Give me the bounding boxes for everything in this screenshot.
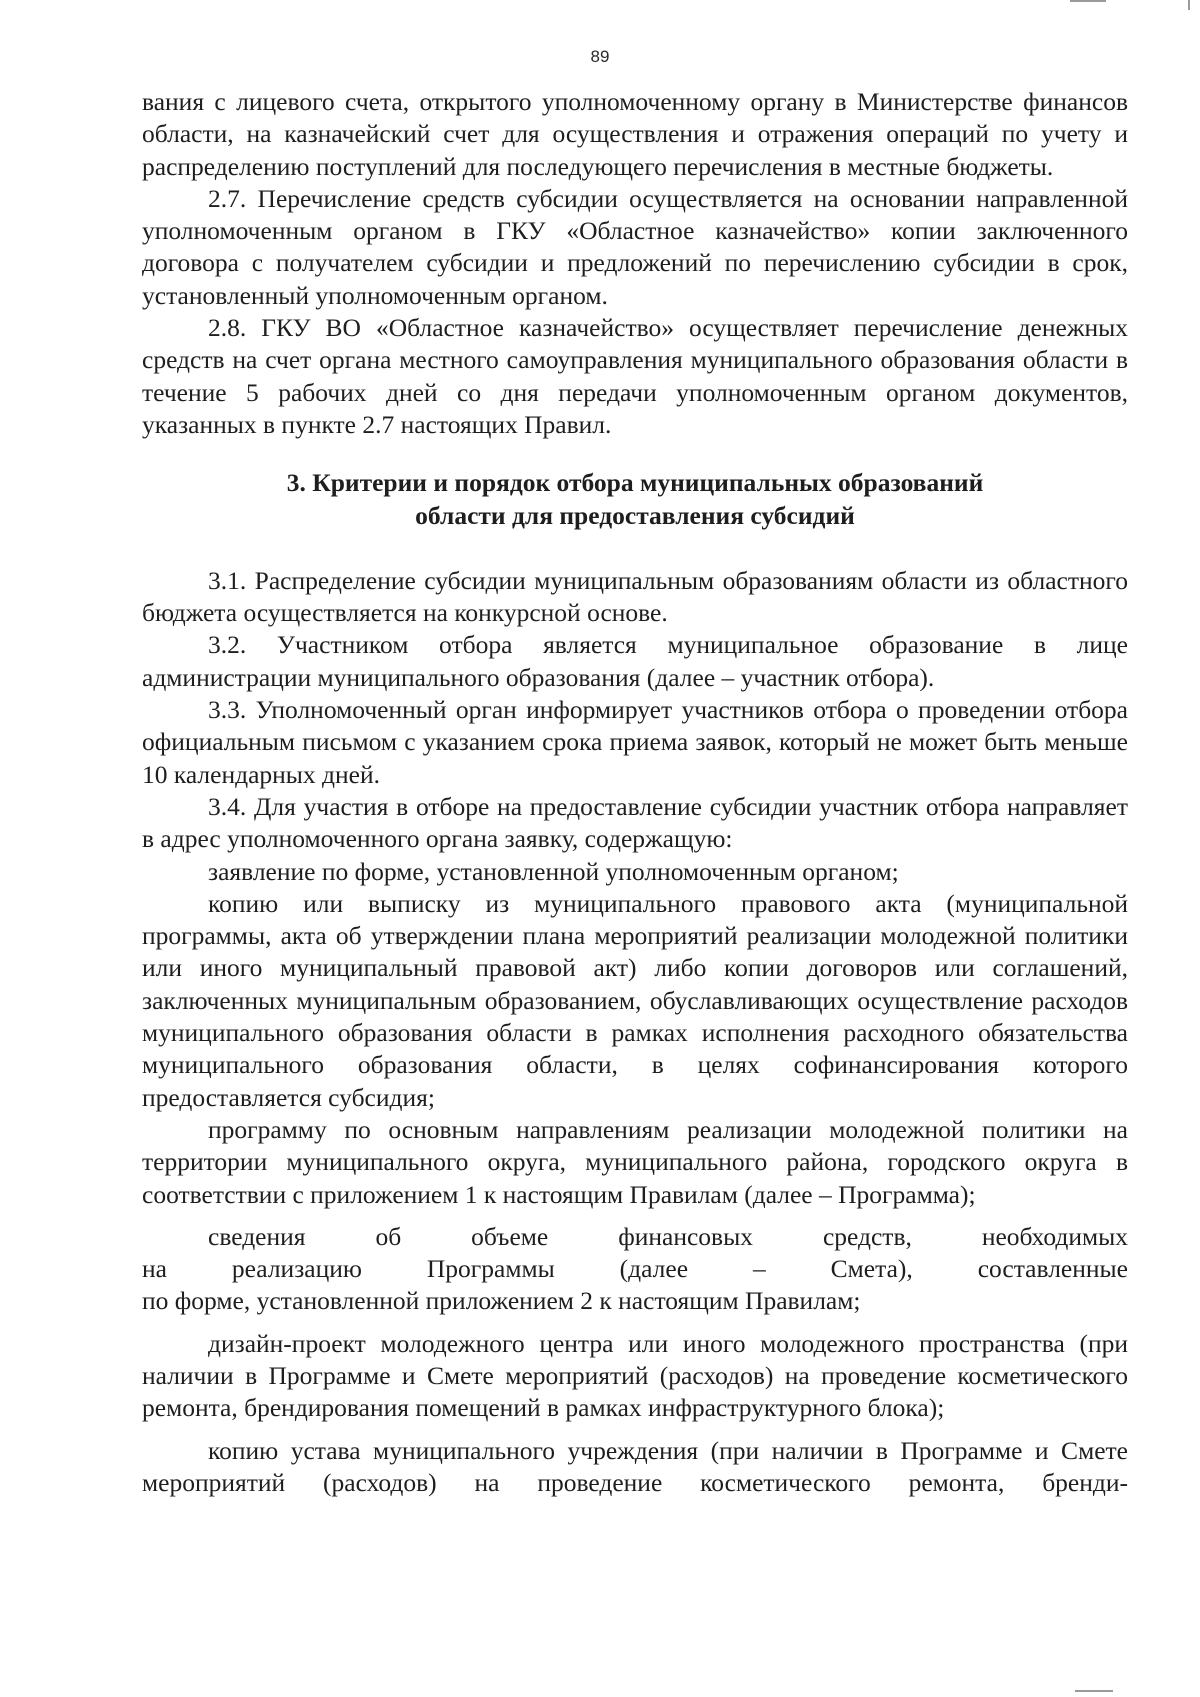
paragraph-3-4: 3.4. Для участия в отборе на предоставление субсидии участник отбора направляет в адрес уполномоченного органа заявку, содержащую: [142, 791, 1128, 854]
section-heading-line-2: области для предоставления субсидий [415, 500, 855, 530]
paragraph-2-8: 2.8. ГКУ ВО «Областное казначейство» осуществляет перечисление денежных средств на счет органа местного самоуправления муниципального образования области в течение 5 рабочих дней со дня передачи уполномоченным органом документов, указанных в пункте 2.7 настоящих Правил. [142, 313, 1128, 439]
list-item-estimate [142, 1221, 1128, 1318]
list-item-copy-act: копию или выписку из муниципального правового акта (муниципальной программы, акта об утверждении плана мероприятий реализации молодежной политики или иного муниципальный правовой акт) либо копии договоров или соглашений, заключенных муниципальным образованием, обуславливающих осуществление расходов муниципального образования области в рамках исполнения расходного обязательства муниципального образования области, в целях софинансирования которого предоставляется субсидия; [142, 888, 1128, 1112]
document-body [142, 86, 1128, 1499]
list-item-application: заявление по форме, установленной уполномоченным органом; [208, 856, 899, 886]
paragraph-2-7: 2.7. Перечисление средств субсидии осуществляется на основании направленной уполномоченным органом в ГКУ «Областное казначейство» копии заключенного договора с получателем субсидии и предложений по перечислению субсидии в срок, установленный уполномоченным органом. [142, 183, 1128, 310]
section-heading [142, 467, 1128, 532]
page-number: 89 [590, 47, 610, 66]
scan-artifact-top-right [1188, 0, 1190, 10]
paragraph-3-2: 3.2. Участником отбора является муниципальное образование в лице администрации муниципального образования (далее – участник отбора). [142, 630, 1128, 692]
paragraph-3-1: 3.1. Распределение субсидии муниципальным образованиям области из областного бюджета осуществляется на конкурсной основе. [142, 565, 1128, 628]
estimate-line-1: сведения об объеме финансовых средств, необходимых [208, 1221, 1128, 1251]
list-item-program: программу по основным направлениям реализации молодежной политики на территории муниципального округа, муниципального района, городского округа в соответствии с приложением 1 к настоящим Правилам (далее – Программа); [142, 1114, 1128, 1209]
paragraph-continuation: вания с лицевого счета, открытого уполномоченному органу в Министерстве финансов области, на казначейский счет для осуществления и отражения операций по учету и распределению поступлений для последующего перечисления в местные бюджеты. [142, 87, 1128, 181]
section-heading-line-1: 3. Критерии и порядок отбора муниципальных образований [286, 468, 984, 498]
scan-artifact-bottom-right [1075, 1690, 1113, 1692]
list-item-charter: копию устава муниципального учреждения (при наличии в Программе и Смете мероприятий (расходов) на проведение косметического ремонта, бренди- [142, 1435, 1128, 1497]
estimate-line-3: по форме, установленной приложением 2 к настоящим Правилам; [142, 1286, 861, 1316]
estimate-line-2: на реализацию Программы (далее – Смета), составленные [142, 1254, 1128, 1284]
paragraph-3-3: 3.3. Уполномоченный орган информирует участников отбора о проведении отбора официальным письмом с указанием срока приема заявок, который не может быть меньше 10 календарных дней. [142, 695, 1128, 789]
scan-artifact-top [1070, 0, 1106, 2]
list-item-design-project: дизайн-проект молодежного центра или иного молодежного пространства (при наличии в Программе и Смете мероприятий (расходов) на проведение косметического ремонта, брендирования помещений в рамках инфраструктурного блока); [142, 1328, 1128, 1423]
